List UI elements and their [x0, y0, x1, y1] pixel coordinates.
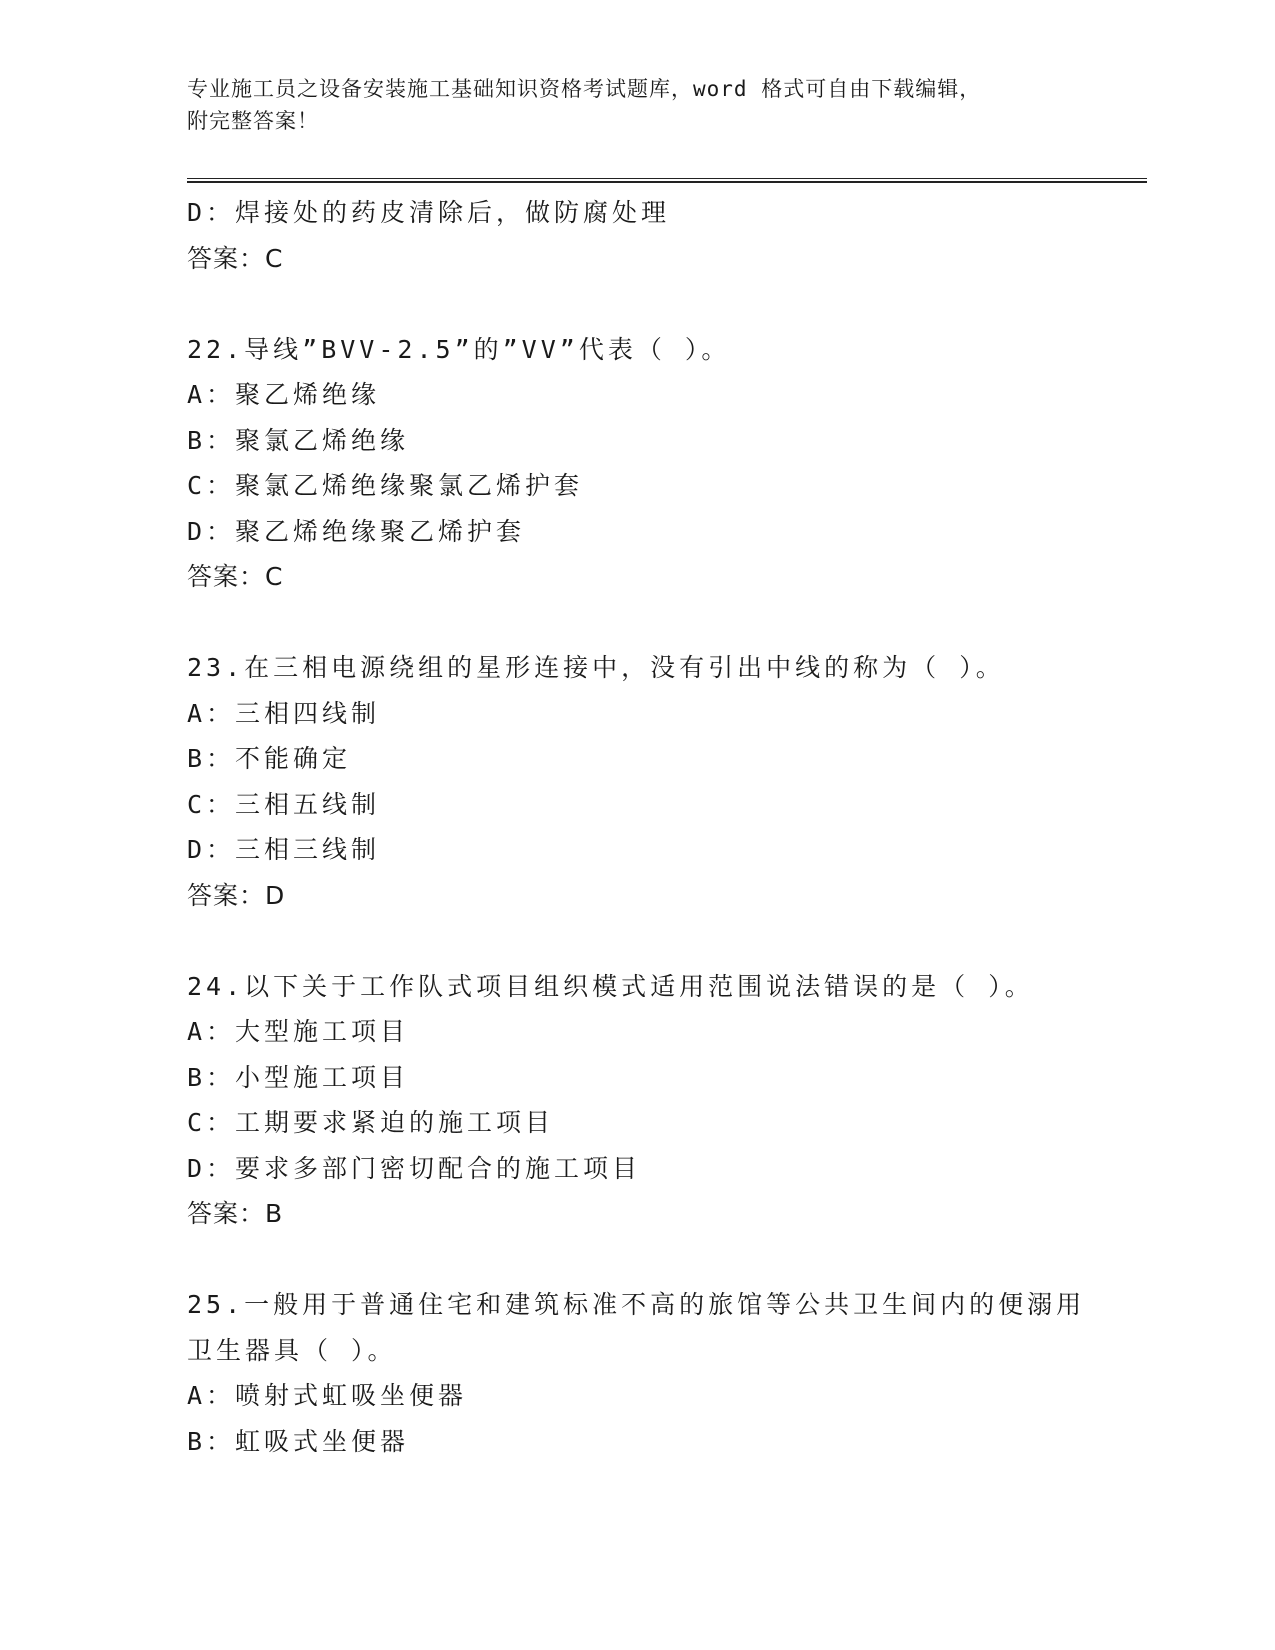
spacer — [187, 281, 1147, 327]
spacer — [187, 918, 1147, 964]
question-24 — [187, 964, 1147, 1237]
option-a: A：聚乙烯绝缘 — [187, 380, 381, 409]
question-22 — [187, 327, 1147, 600]
option-c: C：三相五线制 — [187, 789, 381, 819]
option-a: A：三相四线制 — [187, 698, 381, 728]
question-23 — [187, 645, 1147, 918]
header-divider — [187, 178, 1147, 183]
answer: 答案：B — [187, 1199, 284, 1228]
option-d: D：聚乙烯绝缘聚乙烯护套 — [187, 516, 526, 546]
carryover-answer: 答案：C — [187, 243, 284, 273]
answer: 答案：D — [187, 880, 286, 910]
option-a: A：喷射式虹吸坐便器 — [187, 1381, 468, 1410]
header-line-2: 附完整答案！ — [187, 109, 319, 133]
page-header — [187, 73, 1147, 137]
question-stem-line-2: 卫生器具（ ）。 — [187, 1335, 397, 1365]
question-stem: 22.导线”BVV-2.5”的”VV”代表（ ）。 — [187, 334, 731, 364]
option-b: B：聚氯乙烯绝缘 — [187, 425, 410, 455]
option-c: C：工期要求紧迫的施工项目 — [187, 1108, 555, 1137]
header-line-1: 专业施工员之设备安装施工基础知识资格考试题库，word 格式可自由下载编辑， — [187, 77, 982, 101]
question-25 — [187, 1282, 1147, 1464]
carryover-option-d: D：焊接处的药皮清除后，做防腐处理 — [187, 198, 671, 227]
spacer — [187, 1237, 1147, 1283]
spacer — [187, 600, 1147, 646]
option-c: C：聚氯乙烯绝缘聚氯乙烯护套 — [187, 471, 584, 500]
answer: 答案：C — [187, 562, 284, 591]
option-d: D：要求多部门密切配合的施工项目 — [187, 1153, 642, 1183]
option-d: D：三相三线制 — [187, 835, 381, 864]
question-stem: 24.以下关于工作队式项目组织模式适用范围说法错误的是（ ）。 — [187, 971, 1034, 1001]
question-stem: 23.在三相电源绕组的星形连接中，没有引出中线的称为（ ）。 — [187, 653, 1005, 682]
question-stem-line-1: 25.一般用于普通住宅和建筑标准不高的旅馆等公共卫生间内的便溺用 — [187, 1290, 1086, 1319]
option-b: B：小型施工项目 — [187, 1062, 410, 1092]
option-a: A：大型施工项目 — [187, 1017, 410, 1046]
option-b: B：虹吸式坐便器 — [187, 1426, 410, 1456]
option-b: B：不能确定 — [187, 744, 352, 773]
question-list — [187, 190, 1147, 1464]
